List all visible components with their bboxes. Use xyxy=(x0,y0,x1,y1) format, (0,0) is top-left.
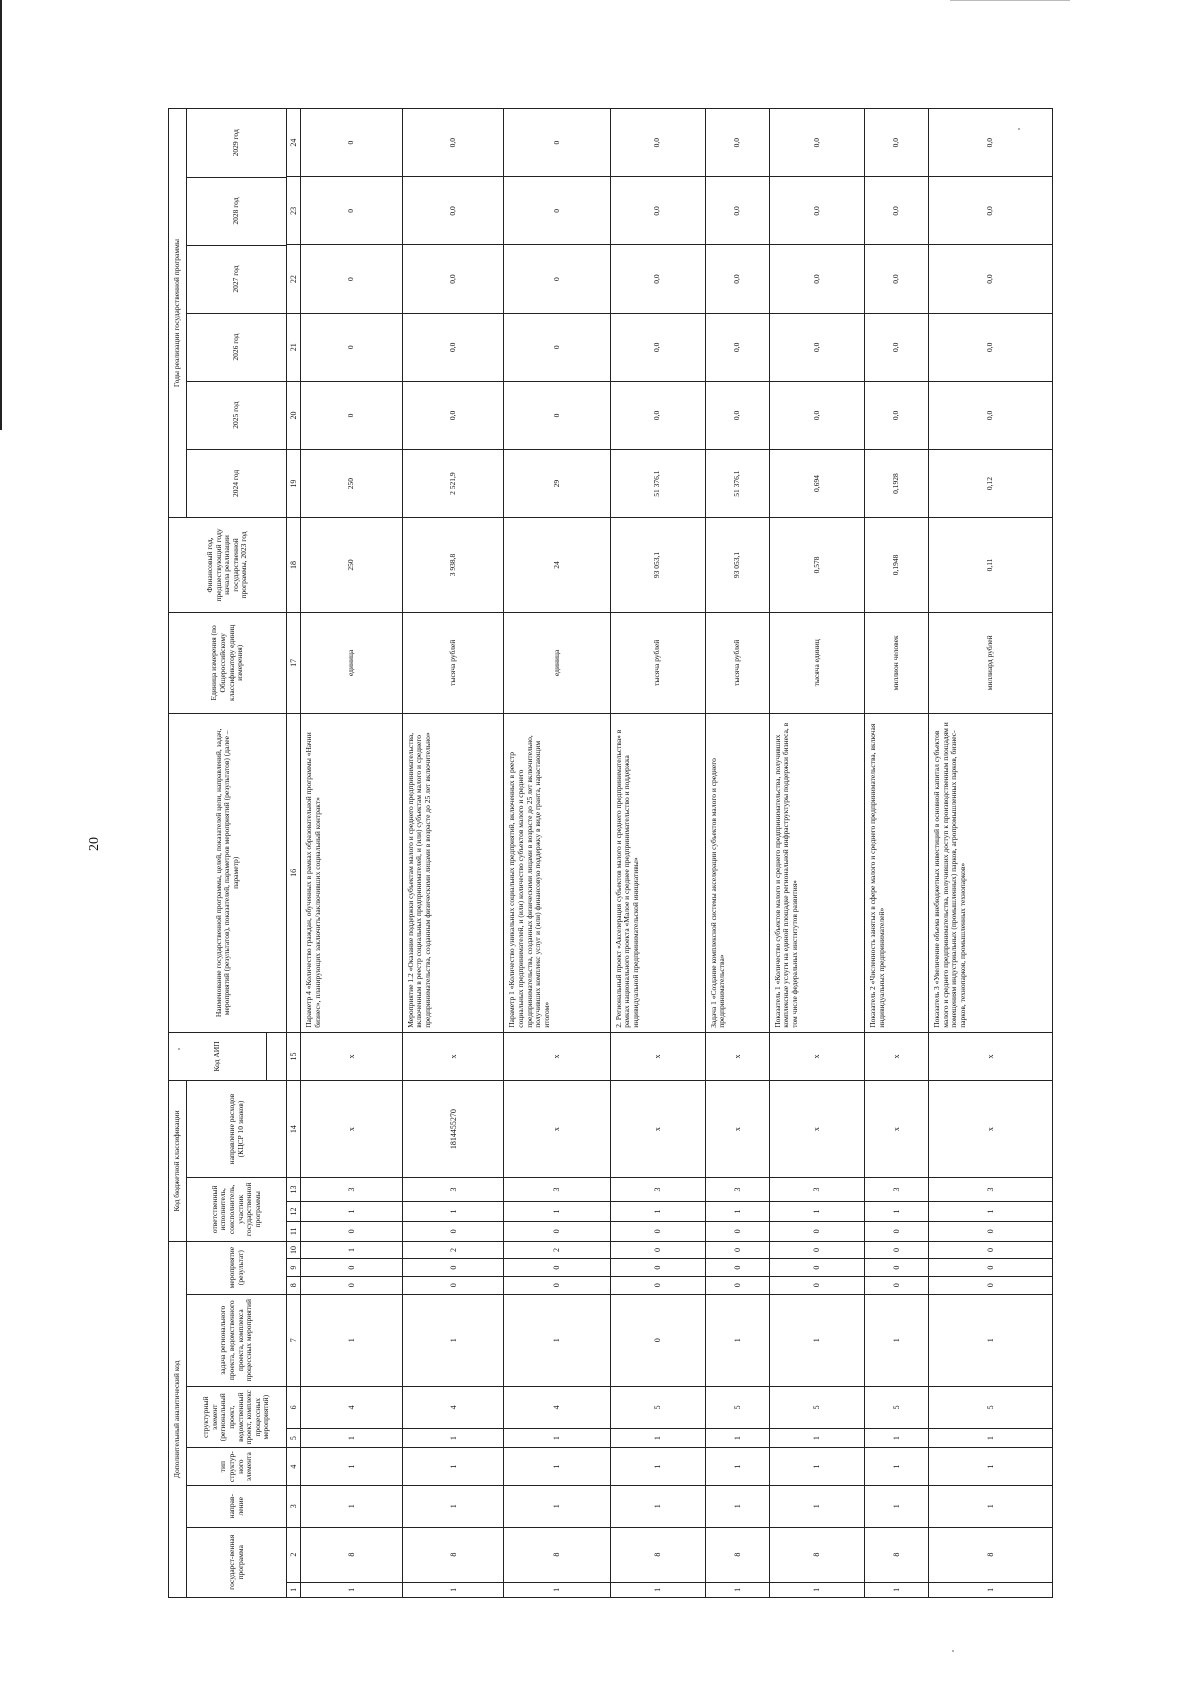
col-num: 23 xyxy=(287,177,301,245)
code-cell: 1 xyxy=(864,1582,928,1597)
table-row xyxy=(610,109,705,1598)
col-num: 4 xyxy=(287,1448,301,1485)
code-cell: 0 xyxy=(864,1241,928,1259)
code-cell: 1 xyxy=(705,1448,769,1485)
code-cell: 1 xyxy=(705,1485,769,1527)
code-cell: 8 xyxy=(769,1527,864,1582)
row-name: Параметр 1 «Количество уникальных социальных предприятий, включенных в реестр социальных предпринимателей, и (или) количество субъектов малого и среднего предпринимательства, созданных физическими лицами в возрасте до 25 лет включительно, получивших комплекс услуг и (или) финансовую поддержку в виде гранта, нарастающим итогом» xyxy=(504,713,610,1032)
code-cell: 1814455270 xyxy=(402,1081,504,1178)
code-cell: 0 xyxy=(769,1259,864,1277)
year-value: 0,0 xyxy=(705,109,769,177)
base-value: 24 xyxy=(504,518,610,613)
years-subtable xyxy=(187,109,286,517)
year-value: 0 xyxy=(504,109,610,177)
year-value: 0,0 xyxy=(929,313,1053,381)
code-cell: 0 xyxy=(769,1241,864,1259)
code-cell: 8 xyxy=(402,1527,504,1582)
struct-type-header: тип структур-ного элемента xyxy=(187,1448,287,1485)
year-value: 0,1928 xyxy=(864,450,928,518)
page-number: 20 xyxy=(87,837,102,851)
year-value: 0,0 xyxy=(864,245,928,313)
year-value: 2 521,9 xyxy=(402,450,504,518)
year-2026: 2026 год xyxy=(187,313,286,381)
code-cell: 8 xyxy=(864,1527,928,1582)
code-cell: x xyxy=(929,1032,1053,1080)
code-cell: 0 xyxy=(705,1221,769,1241)
code-cell: 0 xyxy=(610,1259,705,1277)
code-cell: 1 xyxy=(610,1428,705,1448)
code-cell: 1 xyxy=(402,1428,504,1448)
code-cell: 1 xyxy=(705,1582,769,1597)
code-cell: 1 xyxy=(504,1485,610,1527)
code-cell: 5 xyxy=(769,1386,864,1428)
col-num: 13 xyxy=(287,1177,301,1201)
year-value: 0,0 xyxy=(705,313,769,381)
aip-blank xyxy=(267,1032,287,1080)
code-cell: 0 xyxy=(301,1259,403,1277)
year-value: 0,0 xyxy=(402,177,504,245)
code-cell: 0 xyxy=(402,1221,504,1241)
task-header: задача регионального проекта, ведомственного проекта, комплекса процессных мероприятий xyxy=(187,1294,287,1386)
code-cell: 0 xyxy=(301,1276,403,1294)
table-row xyxy=(929,109,1053,1598)
scan-edge-mark xyxy=(0,0,2,430)
col-num: 21 xyxy=(287,313,301,381)
code-cell: 3 xyxy=(769,1177,864,1201)
code-cell: 0 xyxy=(610,1276,705,1294)
row-name: Показатель 3 «Увеличение объема внебюджетных инвестиций в основной капитал субъектов малого и среднего предпринимательства, получивших доступ к производственным площадям и помещениям индустриальных (промышленных) парков, агропромышленных парков, бизнес-парков, технопарков, промышленных технопарков» xyxy=(929,713,1053,1032)
col-num: 12 xyxy=(287,1202,301,1222)
code-cell: x xyxy=(402,1032,504,1080)
years-group-header: Годы реализации государственной программы xyxy=(169,109,187,518)
year-value: 0 xyxy=(301,381,403,449)
code-cell: 0 xyxy=(929,1241,1053,1259)
col-num: 19 xyxy=(287,450,301,518)
code-cell: 1 xyxy=(929,1428,1053,1448)
year-2025: 2025 год xyxy=(187,381,286,449)
executor-header: ответственный исполнитель, соисполнитель, участник государственной программы xyxy=(187,1177,287,1241)
code-cell: 1 xyxy=(929,1485,1053,1527)
code-cell: 1 xyxy=(301,1241,403,1259)
code-cell: 1 xyxy=(402,1582,504,1597)
col-num: 8 xyxy=(287,1276,301,1294)
code-cell: x xyxy=(705,1032,769,1080)
budget-code-header: Код бюджетной классификации xyxy=(169,1081,187,1242)
measure-header: мероприятие (результат) xyxy=(187,1241,287,1294)
year-value: 0,0 xyxy=(769,313,864,381)
col-num: 16 xyxy=(287,713,301,1032)
code-cell: 1 xyxy=(705,1294,769,1386)
code-cell: 1 xyxy=(864,1448,928,1485)
row-name: Мероприятие 1.2 «Оказание поддержки субъектам малого и среднего предпринимательства, включенным в реестр социальных предпринимателей, и (или) субъектам малого и среднего предпринимательства, созданным физическими лицами в возрасте до 25 лет включительно» xyxy=(402,713,504,1032)
scan-speck xyxy=(952,1650,954,1652)
code-cell: x xyxy=(705,1081,769,1178)
table-row xyxy=(864,109,928,1598)
code-cell: 1 xyxy=(610,1582,705,1597)
table-row xyxy=(301,109,403,1598)
code-cell: 0 xyxy=(864,1259,928,1277)
code-cell: 1 xyxy=(929,1202,1053,1222)
year-value: 0,0 xyxy=(769,245,864,313)
year-value: 0 xyxy=(301,109,403,177)
unit-cell: миллиард рублей xyxy=(929,612,1053,713)
year-value: 0,694 xyxy=(769,450,864,518)
year-value: 0,0 xyxy=(864,177,928,245)
year-value: 250 xyxy=(301,450,403,518)
col-num: 6 xyxy=(287,1386,301,1428)
code-cell: 4 xyxy=(504,1386,610,1428)
col-num: 15 xyxy=(287,1032,301,1080)
code-cell: 0 xyxy=(504,1221,610,1241)
code-cell: 1 xyxy=(402,1448,504,1485)
code-cell: 1 xyxy=(504,1294,610,1386)
col-num: 5 xyxy=(287,1428,301,1448)
base-value: 0,1948 xyxy=(864,518,928,613)
row-name: Показатель 2 «Численность занятых в сфере малого и среднего предпринимательства, включая индивидуальных предпринимателей» xyxy=(864,713,928,1032)
code-cell: 1 xyxy=(769,1448,864,1485)
code-cell: 1 xyxy=(301,1448,403,1485)
code-cell: 1 xyxy=(864,1485,928,1527)
code-cell: 1 xyxy=(504,1202,610,1222)
col-num: 20 xyxy=(287,381,301,449)
row-name: Параметр 4 «Количество граждан, обученных в рамках образовательной программы «Начни бизнес», планирующих заключить/заключивших социальный контракт» xyxy=(301,713,403,1032)
year-value: 0,0 xyxy=(610,381,705,449)
code-cell: 0 xyxy=(301,1221,403,1241)
code-cell: 0 xyxy=(610,1241,705,1259)
code-cell: 0 xyxy=(402,1276,504,1294)
table-row xyxy=(402,109,504,1598)
year-value: 0,0 xyxy=(610,313,705,381)
code-cell: 8 xyxy=(705,1527,769,1582)
program-table xyxy=(168,108,1053,1598)
code-cell: 1 xyxy=(864,1428,928,1448)
kcsr-header: направление расходов (КЦСР 10 знаков) xyxy=(187,1081,287,1178)
year-value: 0,0 xyxy=(402,313,504,381)
year-value: 0 xyxy=(504,381,610,449)
col-num: 17 xyxy=(287,612,301,713)
code-cell: x xyxy=(769,1032,864,1080)
code-cell: x xyxy=(301,1081,403,1178)
row-name: 2. Региональный проект «Акселерация субъектов малого и среднего предпринимательства» в рамках национального проекта «Малое и среднее предпринимательство и поддержка индивидуальной предпринимательской инициативы» xyxy=(610,713,705,1032)
year-value: 0,12 xyxy=(929,450,1053,518)
code-cell: 4 xyxy=(301,1386,403,1428)
code-cell: 1 xyxy=(402,1294,504,1386)
fin-year-header: Финансовый год, предшествующий году начала реализации государственной программы, 2023 год xyxy=(169,518,287,613)
code-cell: x xyxy=(610,1032,705,1080)
year-value: 0,0 xyxy=(610,109,705,177)
code-cell: 0 xyxy=(769,1276,864,1294)
column-numbers-row xyxy=(287,109,301,1598)
unit-header: Единица измерения (по Общероссийскому классификатору единиц измерения) xyxy=(169,612,287,713)
year-2024: 2024 год xyxy=(187,449,286,517)
code-cell: 0 xyxy=(769,1221,864,1241)
year-value: 0,0 xyxy=(402,109,504,177)
code-cell: 1 xyxy=(610,1485,705,1527)
col-num: 1 xyxy=(287,1582,301,1597)
code-cell: 3 xyxy=(705,1177,769,1201)
year-value: 0,0 xyxy=(929,381,1053,449)
code-cell: 5 xyxy=(864,1386,928,1428)
year-value: 0,0 xyxy=(402,381,504,449)
base-value: 93 053,1 xyxy=(610,518,705,613)
code-cell: 8 xyxy=(301,1527,403,1582)
code-cell: 3 xyxy=(402,1177,504,1201)
code-cell: x xyxy=(929,1081,1053,1178)
code-cell: 3 xyxy=(610,1177,705,1201)
year-value: 51 376,1 xyxy=(705,450,769,518)
code-cell: 5 xyxy=(610,1386,705,1428)
struct-elem-header: структурный элемент (региональный проект, ведомственный проект, комплекс процессных мероприятий) xyxy=(187,1386,287,1448)
year-value: 0 xyxy=(504,245,610,313)
year-2027: 2027 год xyxy=(187,245,286,313)
year-2028: 2028 год xyxy=(187,177,286,245)
code-cell: 0 xyxy=(864,1276,928,1294)
code-cell: 1 xyxy=(301,1202,403,1222)
code-cell: 0 xyxy=(929,1259,1053,1277)
col-num: 10 xyxy=(287,1241,301,1259)
code-cell: 1 xyxy=(769,1582,864,1597)
code-cell: 1 xyxy=(769,1294,864,1386)
code-cell: 1 xyxy=(301,1428,403,1448)
unit-cell: единица xyxy=(301,612,403,713)
code-cell: 0 xyxy=(402,1259,504,1277)
code-cell: 1 xyxy=(705,1428,769,1448)
col-num: 24 xyxy=(287,109,301,177)
table-row xyxy=(769,109,864,1598)
code-cell: 3 xyxy=(929,1177,1053,1201)
code-cell: 1 xyxy=(301,1294,403,1386)
code-cell: 0 xyxy=(504,1259,610,1277)
year-value: 0,0 xyxy=(610,245,705,313)
name-header: Наименование государственной программы, целей, показателей цели, направлений, задач, мероприятий (результатов), показателей, параметров мероприятий (результатов) (далее – параметр) xyxy=(169,713,287,1032)
code-cell: 2 xyxy=(504,1241,610,1259)
year-2029: 2029 год xyxy=(231,129,241,157)
code-cell: 1 xyxy=(929,1582,1053,1597)
code-cell: 1 xyxy=(610,1448,705,1485)
year-value: 0,0 xyxy=(929,109,1053,177)
base-value: 3 938,8 xyxy=(402,518,504,613)
code-cell: 5 xyxy=(929,1386,1053,1428)
code-cell: 0 xyxy=(929,1221,1053,1241)
code-cell: 8 xyxy=(929,1527,1053,1582)
unit-cell: тысяча единиц xyxy=(769,612,864,713)
aip-code-header: Код АИП xyxy=(169,1032,267,1080)
row-name: Задача 1 «Создание комплексной системы акселерации субъектов малого и среднего предпринимательства» xyxy=(705,713,769,1032)
code-cell: 1 xyxy=(769,1485,864,1527)
state-program-header: государст-венная программа xyxy=(187,1527,287,1597)
code-cell: 1 xyxy=(864,1202,928,1222)
year-value: 0,0 xyxy=(402,245,504,313)
code-cell: 3 xyxy=(864,1177,928,1201)
year-value: 0 xyxy=(301,177,403,245)
code-cell: 8 xyxy=(610,1527,705,1582)
table-row xyxy=(705,109,769,1598)
code-cell: 1 xyxy=(864,1294,928,1386)
code-cell: 5 xyxy=(705,1386,769,1428)
code-cell: 0 xyxy=(705,1241,769,1259)
col-num: 18 xyxy=(287,518,301,613)
code-cell: 1 xyxy=(929,1294,1053,1386)
code-cell: x xyxy=(301,1032,403,1080)
code-cell: 1 xyxy=(402,1202,504,1222)
code-cell: 1 xyxy=(504,1582,610,1597)
base-value: 0,578 xyxy=(769,518,864,613)
scan-top-mark xyxy=(950,0,1070,1)
col-num: 14 xyxy=(287,1081,301,1178)
col-num: 2 xyxy=(287,1527,301,1582)
code-cell: 0 xyxy=(504,1276,610,1294)
years-header-cell xyxy=(187,109,287,518)
year-value: 0 xyxy=(504,177,610,245)
year-value: 0,0 xyxy=(705,177,769,245)
col-num: 11 xyxy=(287,1221,301,1241)
code-cell: 0 xyxy=(864,1221,928,1241)
code-cell: x xyxy=(769,1081,864,1178)
code-cell: 1 xyxy=(301,1582,403,1597)
unit-cell: тысяча рублей xyxy=(610,612,705,713)
year-value: 0,0 xyxy=(769,109,864,177)
col-num: 7 xyxy=(287,1294,301,1386)
code-cell: 0 xyxy=(610,1221,705,1241)
year-value: 0,0 xyxy=(864,109,928,177)
code-cell: 1 xyxy=(929,1448,1053,1485)
table-body xyxy=(301,109,1053,1598)
year-value: 0 xyxy=(301,313,403,381)
unit-cell: единица xyxy=(504,612,610,713)
year-value: 0 xyxy=(301,245,403,313)
unit-cell: тысяча рублей xyxy=(705,612,769,713)
year-value: 0,0 xyxy=(769,177,864,245)
table-row xyxy=(504,109,610,1598)
code-cell: x xyxy=(864,1081,928,1178)
code-cell: 0 xyxy=(705,1259,769,1277)
code-cell: 3 xyxy=(504,1177,610,1201)
code-cell: x xyxy=(610,1081,705,1178)
code-cell: 1 xyxy=(610,1202,705,1222)
year-value: 0,0 xyxy=(610,177,705,245)
col-num: 9 xyxy=(287,1259,301,1277)
unit-cell: миллион человек xyxy=(864,612,928,713)
code-cell: 0 xyxy=(929,1276,1053,1294)
code-cell: 1 xyxy=(402,1485,504,1527)
base-value: 250 xyxy=(301,518,403,613)
code-cell: 1 xyxy=(769,1202,864,1222)
year-value: 0,0 xyxy=(929,177,1053,245)
year-value: 0 xyxy=(504,313,610,381)
year-value: 51 376,1 xyxy=(610,450,705,518)
code-cell: 8 xyxy=(504,1527,610,1582)
code-cell: 0 xyxy=(705,1276,769,1294)
additional-code-header: Дополнительный аналитический код xyxy=(169,1241,187,1597)
year-value: 0,0 xyxy=(705,381,769,449)
rotated-table-wrapper xyxy=(168,108,1053,1598)
code-cell: 1 xyxy=(504,1428,610,1448)
row-name: Показатель 1 «Количество субъектов малого и среднего предпринимательства, получивших комплексные услуги на единой площадке региональной инфраструктуры поддержки бизнеса, в том числе федеральных институтов развития» xyxy=(769,713,864,1032)
code-cell: 2 xyxy=(402,1241,504,1259)
year-value: 0,0 xyxy=(929,245,1053,313)
base-value: 93 053,1 xyxy=(705,518,769,613)
year-value: 0,0 xyxy=(864,381,928,449)
code-cell: 1 xyxy=(301,1485,403,1527)
code-cell: x xyxy=(504,1032,610,1080)
year-value: 29 xyxy=(504,450,610,518)
base-value: 0,11 xyxy=(929,518,1053,613)
year-value: 0,0 xyxy=(705,245,769,313)
year-value: 0,0 xyxy=(864,313,928,381)
col-num: 3 xyxy=(287,1485,301,1527)
code-cell: 1 xyxy=(705,1202,769,1222)
code-cell: 0 xyxy=(610,1294,705,1386)
direction-header: направ-ление xyxy=(187,1485,287,1527)
code-cell: 4 xyxy=(402,1386,504,1428)
code-cell: 1 xyxy=(769,1428,864,1448)
unit-cell: тысяча рублей xyxy=(402,612,504,713)
code-cell: x xyxy=(504,1081,610,1178)
code-cell: 3 xyxy=(301,1177,403,1201)
year-value: 0,0 xyxy=(769,381,864,449)
code-cell: x xyxy=(864,1032,928,1080)
col-num: 22 xyxy=(287,245,301,313)
code-cell: 1 xyxy=(504,1448,610,1485)
